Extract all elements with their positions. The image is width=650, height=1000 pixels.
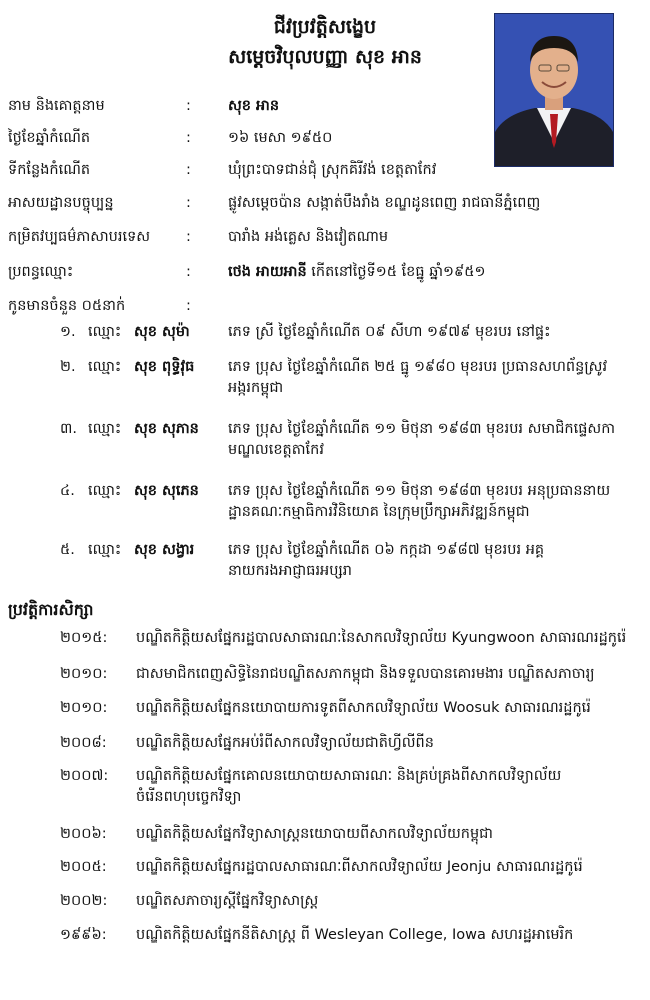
child-number: ៣.: [60, 421, 77, 437]
spouse-info: [228, 262, 485, 283]
info-label: ទីកន្លែងកំណើត: [8, 162, 91, 178]
child-description: ភេទ ប្រុស ថ្ងៃខែឆ្នាំកំណើត ១១ មិថុនា ១៩៨៣ មុខរបរ អនុប្រធាននាយដ្ឋានគណៈកម្មាធិការវិនិយោគ នៃក្រុមប្រឹក្សាអភិវឌ្ឍន៍កម្ពុជា: [228, 483, 611, 521]
document-title: ជីវប្រវត្តិសង្ខេប: [273, 16, 377, 38]
child-label: ឈ្មោះ: [88, 359, 122, 375]
education-year: ២០០៥:: [60, 859, 107, 875]
info-value: ឃុំព្រះបាទជាន់ជុំ ស្រុកគិរីវង់ ខេត្តតាកែវ: [228, 162, 437, 178]
info-colon: :: [186, 98, 191, 114]
education-description: បណ្ឌិតកិត្តិយសផ្នែកនីតិសាស្ត្រ ពី Wesleyan College, Iowa សហរដ្ឋអាមេរិក: [136, 927, 574, 943]
education-description: បណ្ឌិតកិត្តិយសផ្នែកអប់រំពីសាកលវិទ្យាល័យជាតិហ្វីលីពីន: [136, 735, 434, 751]
info-label: ថ្ងៃខែឆ្នាំកំណើត: [8, 130, 91, 146]
education-year: ២០០២:: [60, 893, 108, 909]
education-year: ២០១៥:: [60, 630, 108, 646]
child-description: ភេទ ប្រុស ថ្ងៃខែឆ្នាំកំណើត ០៦ កក្កដា ១៩៨៧ មុខរបរ អគ្គនាយករងអាជ្ញាធរអប្សរា: [228, 542, 545, 580]
child-number: ៤.: [60, 483, 75, 499]
info-value: សុខ អាន: [228, 98, 280, 114]
education-heading: ប្រវត្តិការសិក្សា: [8, 600, 94, 619]
education-year: ២០១០:: [60, 700, 108, 716]
child-name: សុខ សុភាន: [134, 421, 199, 437]
spouse-details: កើតនៅថ្ងៃទី១៥ ខែធ្នូ ឆ្នាំ១៩៥១: [306, 264, 486, 280]
info-label: ប្រពន្ធឈ្មោះ: [8, 264, 74, 280]
education-description: បណ្ឌិតកិត្តិយសផ្នែករដ្ឋបាលសាធារណៈពីសាកលវិទ្យាល័យ Jeonju សាធារណរដ្ឋកូរ៉េ: [136, 859, 583, 875]
child-label: ឈ្មោះ: [88, 324, 122, 340]
education-year: ១៩៩៦:: [60, 927, 107, 943]
child-description: ភេទ ស្រី ថ្ងៃខែឆ្នាំកំណើត ០៩ សីហា ១៩៧៩ មុខរបរ នៅផ្ទះ: [228, 324, 551, 340]
education-description: បណ្ឌិតកិត្តិយសផ្នែកនយោបាយការទូតពីសាកលវិទ្យាល័យ Woosuk សាធារណរដ្ឋកូរ៉េ: [136, 700, 591, 716]
child-number: ១.: [60, 324, 76, 340]
info-row-children-count: [0, 296, 650, 320]
spouse-name: ថេង អាយអានី: [228, 264, 307, 280]
info-label: នាម និងគោត្តនាម: [8, 98, 105, 114]
info-row-birthdate: [0, 128, 650, 152]
child-description: ភេទ ប្រុស ថ្ងៃខែឆ្នាំកំណើត ២៥ ធ្នូ ១៩៨០ មុខរបរ ប្រធានសហព័ន្ធស្រូវអង្ករកម្ពុជា: [228, 359, 608, 397]
child-description: ភេទ ប្រុស ថ្ងៃខែឆ្នាំកំណើត ១១ មិថុនា ១៩៨៣ មុខរបរ សមាជិកផ្ទេសកាមណ្ឌលខេត្តតាកែវ: [228, 421, 616, 459]
info-label: កូនមានចំនួន ០៥នាក់: [8, 298, 126, 314]
education-year: ២០០៨:: [60, 735, 107, 751]
info-colon: :: [186, 229, 191, 245]
child-label: ឈ្មោះ: [88, 421, 122, 437]
info-value: បារាំង អង់គ្លេស និងវៀតណាម: [228, 229, 389, 245]
info-value: ផ្លូវសម្តេចប៉ាន សង្កាត់បឹងរាំង ខណ្ឌដូនពេញ រាជធានីភ្នំពេញ: [228, 195, 541, 211]
education-description: បណ្ឌិតសភាចារ្យស្ដីផ្នែកវិទ្យាសាស្ត្រ: [136, 893, 319, 909]
child-name: សុខ ពុទ្ធិវុធ: [134, 359, 195, 375]
info-colon: :: [186, 298, 191, 314]
child-name: សុខ សុភេន: [134, 483, 199, 499]
education-year: ២០១០:: [60, 666, 108, 682]
info-colon: :: [186, 130, 191, 146]
child-label: ឈ្មោះ: [88, 542, 122, 558]
education-year: ២០០៧:: [60, 768, 109, 784]
info-row-birthplace: [0, 160, 650, 184]
education-description: បណ្ឌិតកិត្តិយសផ្នែកគោលនយោបាយសាធារណៈ និងគ្រប់គ្រងពីសាកលវិទ្យាល័យចំរើនពហុបច្ចេកវិទ្យា: [136, 768, 562, 806]
info-row-languages: [0, 227, 650, 251]
child-name: សុខ សុម៉ា: [134, 324, 190, 340]
info-colon: :: [186, 195, 191, 211]
info-row-address: [0, 193, 650, 217]
document-subtitle: សម្តេចវិបុលបញ្ញា សុខ អាន: [228, 46, 422, 68]
info-label: កម្រិតវប្បធម៌ភាសាបរទេស: [8, 229, 151, 245]
education-year: ២០០៦:: [60, 826, 107, 842]
info-colon: :: [186, 264, 191, 280]
info-row-spouse: [0, 262, 650, 286]
child-label: ឈ្មោះ: [88, 483, 122, 499]
education-description: បណ្ឌិតកិត្តិយសផ្នែកវិទ្យាសាស្ត្រនយោបាយពីសាកលវិទ្យាល័យកម្ពុជា: [136, 826, 493, 842]
child-number: ២.: [60, 359, 76, 375]
child-name: សុខ សង្វារ: [134, 542, 195, 558]
info-colon: :: [186, 162, 191, 178]
info-row-name: [0, 96, 650, 120]
education-description: បណ្ឌិតកិត្តិយសផ្នែករដ្ឋបាលសាធារណៈនៃសាកលវិទ្យាល័យ Kyungwoon សាធារណរដ្ឋកូរ៉េ: [136, 630, 627, 646]
education-description: ជាសមាជិកពេញសិទ្ធិនៃរាជបណ្ឌិតសភាកម្ពុជា និងទទួលបានគោរមងារ បណ្ឌិតសភាចារ្យ: [136, 666, 595, 682]
info-label: អាសយដ្ឋានបច្ចុប្បន្ន: [8, 195, 114, 211]
info-value: ១៦ មេសា ១៩៥០: [228, 130, 333, 146]
child-number: ៥.: [60, 542, 75, 558]
